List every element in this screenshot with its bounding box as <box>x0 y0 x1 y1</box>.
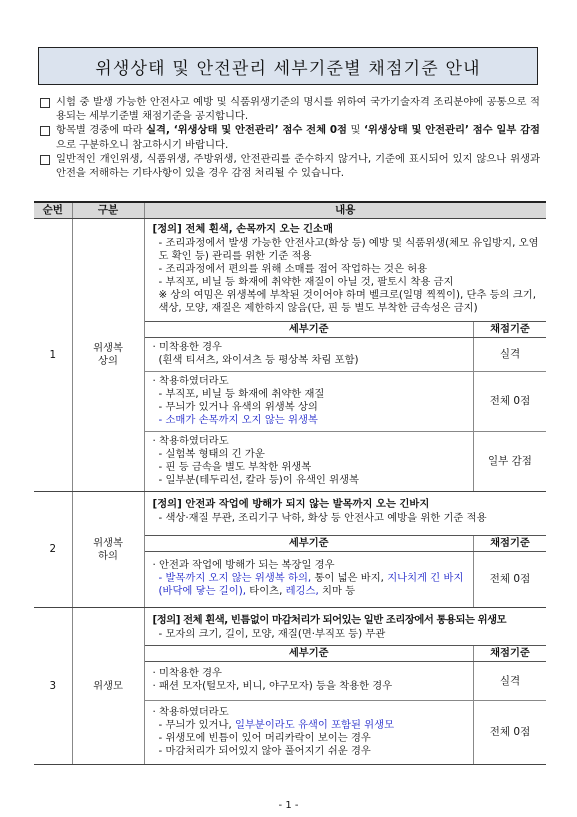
criteria-line: - 실험복 형태의 긴 가운 <box>158 448 265 460</box>
crit-header: 세부기준 <box>145 536 474 552</box>
highlight-text: 일부분이라도 유색이 포함된 위생모 <box>235 719 395 731</box>
criteria-line <box>153 572 468 598</box>
checkbox-square-icon <box>40 126 50 136</box>
header-content: 내용 <box>144 202 546 219</box>
score-value: 실격 <box>474 338 547 372</box>
row-category-text: 위생복 상의 <box>93 342 123 367</box>
header-category: 구분 <box>72 202 144 219</box>
score-value: 전체 0점 <box>474 701 547 765</box>
criteria-line: - 부직포, 비닐 등 화재에 취약한 재질 <box>158 388 325 400</box>
criteria-detail <box>145 662 474 701</box>
row-number: 2 <box>34 492 72 608</box>
criteria-row <box>145 552 547 608</box>
intro-text: 으로 구분하오니 참고하시기 바랍니다. <box>56 138 229 151</box>
criteria-row <box>145 372 547 432</box>
criteria-detail <box>145 432 474 492</box>
criteria-line: - 마감처리가 되어있지 않아 풀어지기 쉬운 경우 <box>158 745 371 757</box>
criteria-row <box>145 662 547 701</box>
definition <box>145 608 547 645</box>
criteria-title: · 미착용한 경우 <box>152 667 222 679</box>
intro-bold-text: 실격, ‘위생상태 및 안전관리’ 점수 전체 0점 <box>146 124 347 137</box>
page-title <box>38 47 538 85</box>
plain-text: 타이츠, <box>245 585 286 597</box>
table-row <box>34 219 546 492</box>
intro-text: 항목별 경중에 따라 <box>56 124 147 137</box>
intro-text: 및 <box>346 124 364 137</box>
criteria-detail <box>145 701 474 765</box>
definition <box>145 219 547 321</box>
criteria-row <box>145 432 547 492</box>
row-number: 3 <box>34 608 72 765</box>
criteria-table <box>34 201 546 765</box>
criteria-line: - 일부분(테두리선, 칼라 등)이 유색인 위생복 <box>158 474 359 486</box>
page-title-text: 위생상태 및 안전관리 세부기준별 채점기준 안내 <box>95 58 481 79</box>
score-value: 실격 <box>474 662 547 701</box>
definition-line: - 모자의 크기, 길이, 모양, 재질(면·부직포 등) 무관 <box>158 628 386 640</box>
intro-bold-text: ‘위생상태 및 안전관리’ 점수 일부 감점 <box>363 124 541 137</box>
row-category <box>72 492 144 608</box>
checkbox-square-icon <box>40 155 50 165</box>
criteria-detail <box>145 552 474 608</box>
highlight-text: 레깅스, <box>285 585 319 597</box>
checkbox-square-icon <box>40 98 50 108</box>
definition-line: - 색상·재질 무관, 조리기구 낙하, 화상 등 안전사고 예방을 위한 기준 적용 <box>158 512 487 524</box>
plain-text: 치마 등 <box>318 585 356 597</box>
row-number: 1 <box>34 219 72 492</box>
score-header: 채점기준 <box>474 536 547 552</box>
row-category <box>72 219 144 492</box>
criteria-title: · 착용하였더라도 <box>152 375 229 387</box>
criteria-row <box>145 338 547 372</box>
plain-text: - 무늬가 있거나, <box>158 719 235 731</box>
intro-item <box>40 95 540 123</box>
definition-title: [정의] 전체 흰색, 손목까지 오는 긴소매 <box>152 223 333 235</box>
score-value: 전체 0점 <box>474 552 547 608</box>
criteria-detail <box>145 338 474 372</box>
score-value: 일부 감점 <box>474 432 547 492</box>
criteria-line: (흰색 티셔츠, 와이셔츠 등 평상복 차림 포함) <box>158 354 359 366</box>
header-num: 순번 <box>34 202 72 219</box>
criteria-line <box>153 719 468 732</box>
criteria-title: · 안전과 작업에 방해가 되는 복장일 경우 <box>152 559 335 571</box>
row-content <box>144 492 546 608</box>
definition <box>145 492 547 535</box>
criteria-row <box>145 701 547 765</box>
intro-item <box>40 152 540 180</box>
criteria-subtable <box>145 321 547 491</box>
criteria-detail <box>145 372 474 432</box>
definition-title: [정의] 안전과 작업에 방해가 되지 않는 발목까지 오는 긴바지 <box>152 498 430 510</box>
intro-item <box>40 123 540 151</box>
row-content <box>144 219 546 492</box>
criteria-subtable <box>145 535 547 607</box>
criteria-title: · 미착용한 경우 <box>152 341 222 353</box>
criteria-title: · 착용하였더라도 <box>152 706 229 718</box>
crit-header: 세부기준 <box>145 322 474 338</box>
criteria-line: - 핀 등 금속을 별도 부착한 위생복 <box>158 461 312 473</box>
definition-note: ※ 상의 여밈은 위생복에 부착된 것이어야 하며 벨크로(일명 찍찍이), 단추 등의 크기, 색상, 모양, 재질은 제한하지 않음(단, 핀 등 별도 부착한 금속성은 금지) <box>158 289 537 314</box>
intro-text: 시험 중 발생 가능한 안전사고 예방 및 식품위생기준의 명시를 위하여 국가기술자격 조리분야에 공통으로 적용되는 세부기준별 채점기준을 공지합니다. <box>56 96 540 123</box>
definition-line: - 부직포, 비닐 등 화재에 취약한 재질이 아닐 것, 팔토시 착용 금지 <box>158 276 454 288</box>
definition-line: - 조리과정에서 편의를 위해 소매를 접어 작업하는 것은 허용 <box>158 263 428 275</box>
table-row <box>34 608 546 765</box>
intro-notice <box>40 95 540 180</box>
criteria-title: · 패션 모자(털모자, 비니, 야구모자) 등을 착용한 경우 <box>152 680 393 692</box>
score-header: 채점기준 <box>474 322 547 338</box>
criteria-title: · 착용하였더라도 <box>152 435 229 447</box>
row-category: 위생모 <box>72 608 144 765</box>
crit-header: 세부기준 <box>145 646 474 662</box>
highlight-text: - 발목까지 오지 않는 위생복 하의, <box>158 572 312 584</box>
definition-line: - 조리과정에서 발생 가능한 안전사고(화상 등) 예방 및 식품위생(체모 유입방지, 오염도 확인 등) 관리를 위한 기준 적용 <box>158 237 539 262</box>
criteria-line: - 위생모에 빈틈이 있어 머리카락이 보이는 경우 <box>158 732 371 744</box>
criteria-line-highlight: - 소매가 손목까지 오지 않는 위생복 <box>158 414 318 426</box>
plain-text: 통이 넓은 바지, <box>311 572 388 584</box>
row-category-text: 위생복 하의 <box>93 536 123 562</box>
row-content <box>144 608 546 765</box>
table-row <box>34 492 546 608</box>
page-number: - 1 - <box>278 800 299 811</box>
intro-text: 일반적인 개인위생, 식품위생, 주방위생, 안전관리를 준수하지 않거나, 기준에 표시되어 있지 않으나 위생과 안전을 저해하는 기타사항이 있을 경우 감점 처리될 수 있습니다. <box>56 152 540 180</box>
definition-title: [정의] 전체 흰색, 빈틈없이 마감처리가 되어있는 일반 조리장에서 통용되는 위생모 <box>152 614 507 626</box>
highlight-text: 지나치게 긴 바지(바닥에 닿는 길이), <box>158 572 464 597</box>
score-value: 전체 0점 <box>474 372 547 432</box>
criteria-line: - 무늬가 있거나 유색의 위생복 상의 <box>158 401 318 413</box>
score-header: 채점기준 <box>474 646 547 662</box>
criteria-subtable <box>145 645 547 764</box>
